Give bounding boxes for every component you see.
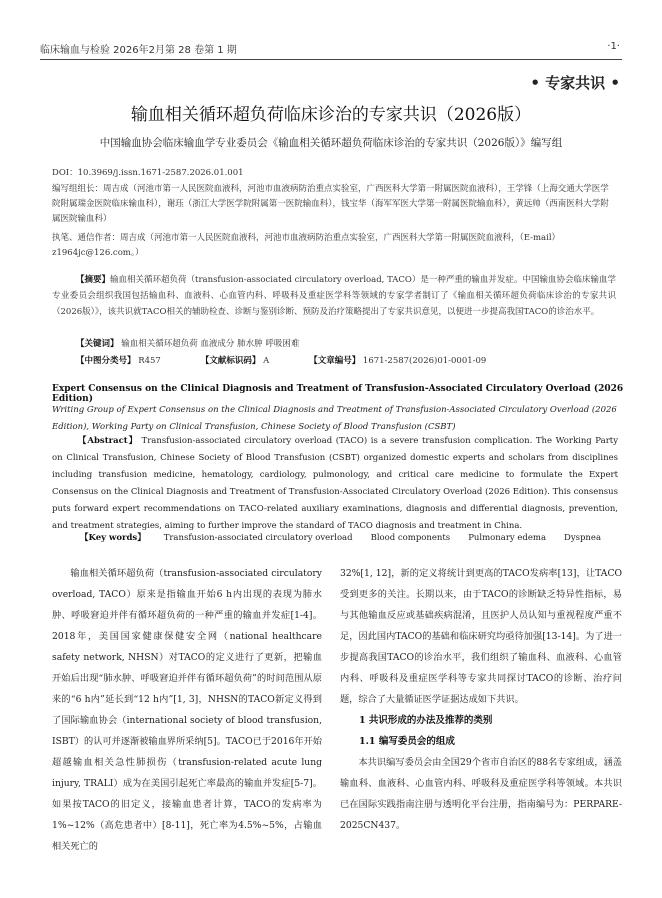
english-keyword: Pulmonary edema xyxy=(468,533,547,543)
section-label: • 专家共识 • xyxy=(530,74,620,92)
section-heading-1-1: 1.1 编写委员会的组成 xyxy=(359,736,455,747)
english-writing-group: Writing Group of Expert Consensus on the Clinical Diagnosis and Treatment of Transfusion-Associated Circulatory Overload (2026 Edition), Working Party on Clinical Transfusion, Chinese Society of Blood Transfusion (CSBT) xyxy=(52,405,617,432)
article-no-value: 1671-2587(2026)01-0001-09 xyxy=(362,356,487,366)
english-abstract xyxy=(52,433,618,535)
english-abstract-label: 【Abstract】 xyxy=(78,436,138,446)
body-left-column xyxy=(52,563,322,857)
english-keywords xyxy=(80,531,619,543)
english-abstract-text: Transfusion-associated circulatory overload (TACO) is a severe transfusion complication. The Working Party on Clinical Transfusion, Chinese Society of Blood Transfusion (CSBT) organized domestic experts and scholars from disciplines including transfusion medicine, hematology, cardiology, pulmonology, and critical care medicine to formulate the Expert Consensus on the Clinical Diagnosis and Treatment of Transfusion-Associated Circulatory Overload (2026 Edition). This consensus puts forward expert recommendations on TACO-related auxiliary examinations, diagnosis and differential diagnosis, prevention, and treatment strategies, aiming to further improve the standard of TACO diagnosis and treatment in China. xyxy=(52,436,618,531)
classification-row xyxy=(76,353,616,369)
article-no-label: 【文章编号】 xyxy=(309,356,361,366)
header-rule xyxy=(40,59,622,60)
abstract-text: 输血相关循环超负荷（transfusion-associated circulatory overload, TACO）是一种严重的输血并发症。中国输血协会临床输血学专业委员会组织我国包括输血科、血液科、心血管内科、呼吸科及重症医学科等领域的专家学者制订了《输血相关循环超负荷临床诊治的专家共识（2026版）》，该共识就TACO相关的辅助检查、诊断与鉴别诊断、预防及治疗策略提出了专家共识意见，以便进一步提高我国TACO的诊治水平。 xyxy=(52,275,616,317)
page-number: ·1· xyxy=(607,41,620,52)
author-group: 中国输血协会临床输血学专业委员会《输血相关循环超负荷临床诊治的专家共识（2026版）》编写组 xyxy=(99,137,563,149)
doc-code-value: A xyxy=(263,356,270,366)
doc-code-label: 【文献标识码】 xyxy=(200,356,261,366)
body-paragraph: 本共识编写委员会由全国29个省市自治区的88名专家组成，涵盖输血科、血液科、心血管内科、呼吸科及重症医学科等领域。本共识已在国际实践指南注册与透明化平台注册，指南编号为：PERPARE-2025CN437。 xyxy=(340,757,622,831)
clc-value: R457 xyxy=(138,356,161,366)
clc-label: 【中图分类号】 xyxy=(76,356,136,366)
body-paragraph: 输血相关循环超负荷（transfusion-associated circulatory overload, TACO）原来是指输血开始6 h内出现的表现为肺水肿、呼吸窘迫并伴有循环超负荷的一种严重的输血并发症[1-4]。2018年，美国国家健康保健安全网（national healthcare safety network, NHSN）对TACO的定义进行了更新，把输血开始后出现“肺水肿、呼吸窘迫并伴有循环超负荷”的时间范围从原来的“6 h内”延长到“12 h内”[1, 3]，NHSN的TACO新定义得到了国际输血协会（international society of blood transfusion, ISBT）的认可并逐渐被输血界所采纳[5]。TACO已于2016年开始超越输血相关急性肺损伤（transfusion-related acute lung injury, TRALI）成为在美国引起死亡率最高的输血并发症[5-7]。如果按TACO的旧定义，接输血患者计算，TACO的发病率为1%~12%（高危患者中）[8-11]，死亡率为4.5%~5%，占输血相关死亡的 xyxy=(52,568,322,852)
keywords-label: 【关键词】 xyxy=(76,339,119,349)
chinese-abstract xyxy=(52,272,616,320)
english-keyword: Transfusion-associated circulatory overload xyxy=(163,533,353,543)
chinese-keywords xyxy=(76,336,616,352)
article-title: 输血相关循环超负荷临床诊治的专家共识（2026版） xyxy=(130,105,532,125)
abstract-label: 【摘要】 xyxy=(76,275,111,285)
body-right-column xyxy=(340,563,622,836)
section-heading-1: 1 共识形成的办法及推荐的类别 xyxy=(359,715,493,726)
english-keyword: Dyspnea xyxy=(564,533,602,543)
english-title: Expert Consensus on the Clinical Diagnosis and Treatment of Transfusion-Associated Circulatory Overload (2026 Edition) xyxy=(52,384,624,404)
doi: DOI：10.3969/j.issn.1671-2587.2026.01.001 xyxy=(52,168,244,178)
writing-group-leaders: 编写组组长：周吉成（河池市第一人民医院血液科，河池市血液病防治重点实验室，广西医科大学第一附属医院血液科），王学锋（上海交通大学医学院附属瑞金医院临床输血科），谢珏（浙江大学医学院附属第一医院输血科），钱宝华（海军军医大学第一附属医院输血科），黄远帅（西南医科大学附属医院输血科） xyxy=(52,184,609,224)
body-paragraph: 32%[1, 12]，新的定义将统计到更高的TACO发病率[13]，让TACO受到更多的关注。长期以来，由于TACO的诊断缺乏特异性指标，易与其他输血反应或基础疾病混淆，且医护人员认知与重视程度严重不足，因此国内TACO的基础和临床研究均亟待加强[13-14]。为了进一步提高我国TACO的诊治水平，我们组织了输血科、血液科、心血管内科、呼吸科及重症医学科等专家共同探讨TACO的诊断、治疗问题，综合了大量循证医学证据达成如下共识。 xyxy=(340,568,622,705)
english-keywords-label: 【Key words】 xyxy=(80,533,146,543)
english-keyword: Blood components xyxy=(370,533,451,543)
keywords-text: 输血相关循环超负荷 血液成分 肺水肿 呼吸困难 xyxy=(121,339,300,349)
journal-header: 临床输血与检验 2026年2月第 28 卷第 1 期 xyxy=(40,45,237,56)
corresponding-author: 执笔、通信作者：周吉成（河池市第一人民医院血液科，河池市血液病防治重点实验室，广西医科大学第一附属医院血液科，（E-mail）z1964jc@126.com。） xyxy=(52,233,561,258)
